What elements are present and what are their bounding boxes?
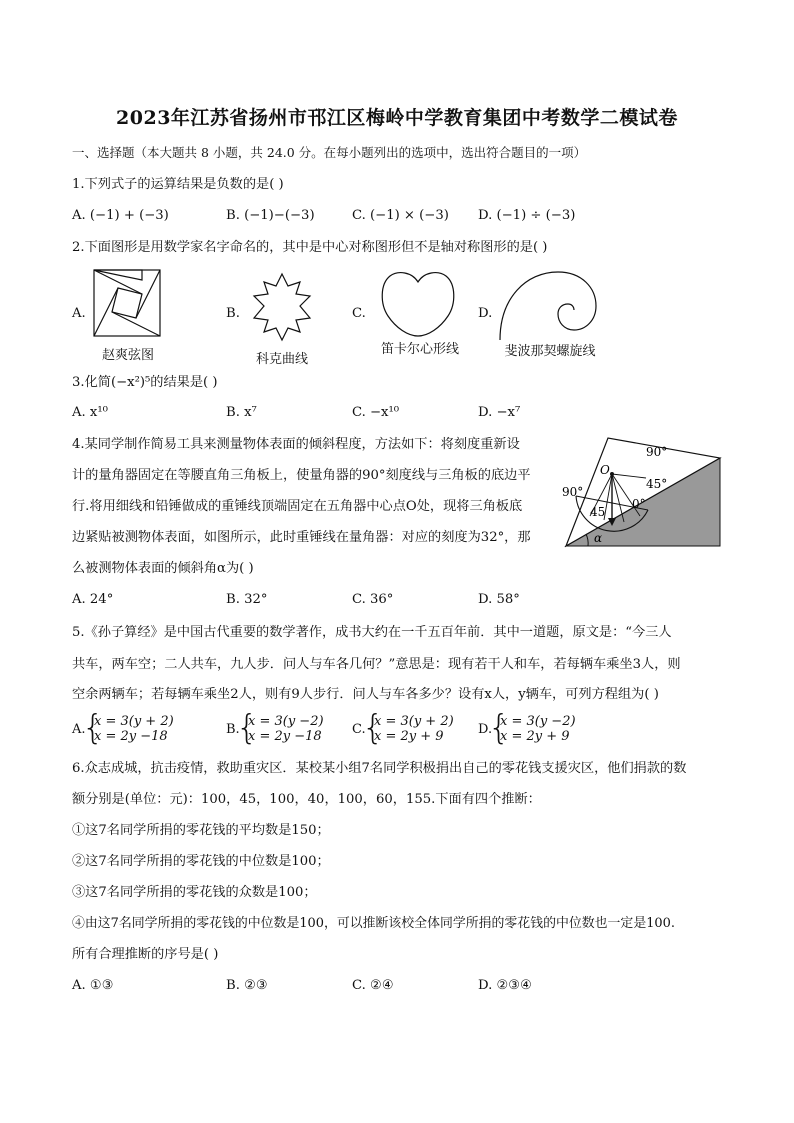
q6-option-d: D. ②③④: [478, 978, 532, 993]
q5-option-a-eq1: x = 3(y + 2): [94, 714, 174, 729]
q3-option-d: D. −x⁷: [478, 405, 521, 420]
label-alpha: α: [594, 531, 603, 545]
q5-option-d: [478, 708, 598, 748]
label-45-right: 45°: [646, 477, 668, 491]
q5-option-d-eq2: x = 2y + 9: [500, 729, 570, 744]
q6-line-2: 额分别是(单位：元)：100，45，100，40，100，60，155.下面有四个推断：: [72, 792, 541, 807]
q5-option-b-eq2: x = 2y −18: [248, 729, 322, 744]
q3-option-a: A. x¹⁰: [72, 405, 108, 420]
q4-line-5: 么被测物体表面的倾斜角α为( ): [72, 561, 254, 576]
q5-line-2: 共车，两车空；二人共车，九人步．问人与车各几何？”意思是：现有若干人和车，若每辆车乘坐3人，则: [72, 657, 681, 672]
q6-option-b: B. ②③: [226, 978, 268, 993]
q5-option-c-eq2: x = 2y + 9: [374, 729, 444, 744]
q3-stem: 3.化简(−x²)⁵的结果是( ): [72, 375, 218, 390]
q4-line-3: 行.将用细线和铅锤做成的重锤线顶端固定在五角器中心点O处，现将三角板底: [72, 499, 523, 514]
zhaoshuang-figure: [92, 268, 162, 338]
q5-option-b-eq1: x = 3(y −2): [248, 714, 324, 729]
label-45-left: 45: [590, 505, 606, 519]
q5-line-1: 5.《孙子算经》是中国古代重要的数学著作，成书大约在一千五百年前．其中一道题，原文是：“今三人: [72, 625, 672, 640]
q5-option-d-label: D.: [478, 722, 493, 737]
q1-option-c: C. (−1) × (−3): [352, 208, 449, 223]
q5-option-b-label: B.: [226, 722, 240, 737]
q2-caption-a: 赵爽弦图: [101, 348, 154, 363]
label-o: O: [600, 463, 610, 477]
q4-line-2: 计的量角器固定在等腰直角三角板上，使量角器的90°刻度线与三角板的底边平: [72, 468, 531, 483]
q5-option-a: [72, 708, 222, 748]
cardioid-figure: [378, 268, 458, 340]
label-0: 0°: [632, 497, 646, 511]
q1-stem: 1.下列式子的运算结果是负数的是( ): [72, 177, 284, 192]
q2-caption-d: 斐波那契螺旋线: [504, 344, 596, 359]
koch-curve-figure: [244, 270, 320, 346]
brace-icon: {: [82, 708, 104, 748]
q2-caption-c: 笛卡尔心形线: [380, 342, 459, 357]
q4-line-4: 边紧贴被测物体表面，如图所示，此时重锤线在量角器：对应的刻度为32°，那: [72, 530, 531, 545]
q5-line-3: 空余两辆车；若每辆车乘坐2人，则有9人步行．问人与车各多少？设有x人，y辆车，可列方程组为( ): [72, 687, 659, 702]
q4-option-b: B. 32°: [226, 592, 268, 607]
q6-option-a: A. ①③: [72, 978, 114, 993]
q2-option-b: B.: [226, 306, 240, 321]
q6-statement-4: ④由这7名同学所捐的零花钱的中位数是100，可以推断该校全体同学所捐的零花钱的中位数也一定是100.: [72, 916, 675, 931]
inclinometer-figure: [562, 434, 722, 550]
q2-option-c: C.: [352, 306, 366, 321]
page-title: 2023年江苏省扬州市邗江区梅岭中学教育集团中考数学二模试卷: [116, 107, 678, 129]
brace-icon: {: [362, 708, 384, 748]
q5-option-d-eq1: x = 3(y −2): [500, 714, 576, 729]
q6-statement-1: ①这7名同学所捐的零花钱的平均数是150；: [72, 823, 330, 838]
q4-option-d: D. 58°: [478, 592, 520, 607]
q6-line-1: 6.众志成城，抗击疫情，救助重灾区．某校某小组7名同学积极捐出自己的零花钱支援灾区，他们捐款的数: [72, 761, 687, 776]
section-heading: 一、选择题（本大题共 8 小题，共 24.0 分。在每小题列出的选项中，选出符合题目的一项）: [72, 145, 587, 160]
q6-statement-3: ③这7名同学所捐的零花钱的众数是100；: [72, 885, 317, 900]
q4-option-a: A. 24°: [72, 592, 114, 607]
q6-statement-2: ②这7名同学所捐的零花钱的中位数是100；: [72, 854, 330, 869]
label-90-left: 90°: [562, 485, 584, 499]
q4-option-c: C. 36°: [352, 592, 394, 607]
label-90-top: 90°: [646, 445, 668, 459]
brace-icon: {: [488, 708, 510, 748]
q1-option-d: D. (−1) ÷ (−3): [478, 208, 576, 223]
q5-option-a-eq2: x = 2y −18: [94, 729, 168, 744]
q5-option-c: [352, 708, 472, 748]
q2-option-d: D.: [478, 306, 493, 321]
q6-option-c: C. ②④: [352, 978, 394, 993]
q2-stem: 2.下面图形是用数学家名字命名的，其中是中心对称图形但不是轴对称图形的是( ): [72, 240, 548, 255]
q2-option-a: A.: [72, 306, 86, 321]
q3-option-b: B. x⁷: [226, 405, 257, 420]
q5-option-c-label: C.: [352, 722, 366, 737]
q4-line-1: 4.某同学制作简易工具来测量物体表面的倾斜程度，方法如下：将刻度重新设: [72, 437, 520, 452]
q5-option-b: [226, 708, 346, 748]
q5-option-c-eq1: x = 3(y + 2): [374, 714, 454, 729]
q6-line-3: 所有合理推断的序号是( ): [72, 947, 219, 962]
brace-icon: {: [236, 708, 258, 748]
q5-option-a-label: A.: [72, 722, 86, 737]
q1-option-a: A. (−1) + (−3): [72, 208, 169, 223]
fibonacci-spiral-figure: [496, 268, 600, 342]
q3-option-c: C. −x¹⁰: [352, 405, 400, 420]
q1-option-b: B. (−1)−(−3): [226, 208, 315, 223]
q2-caption-b: 科克曲线: [255, 352, 308, 367]
